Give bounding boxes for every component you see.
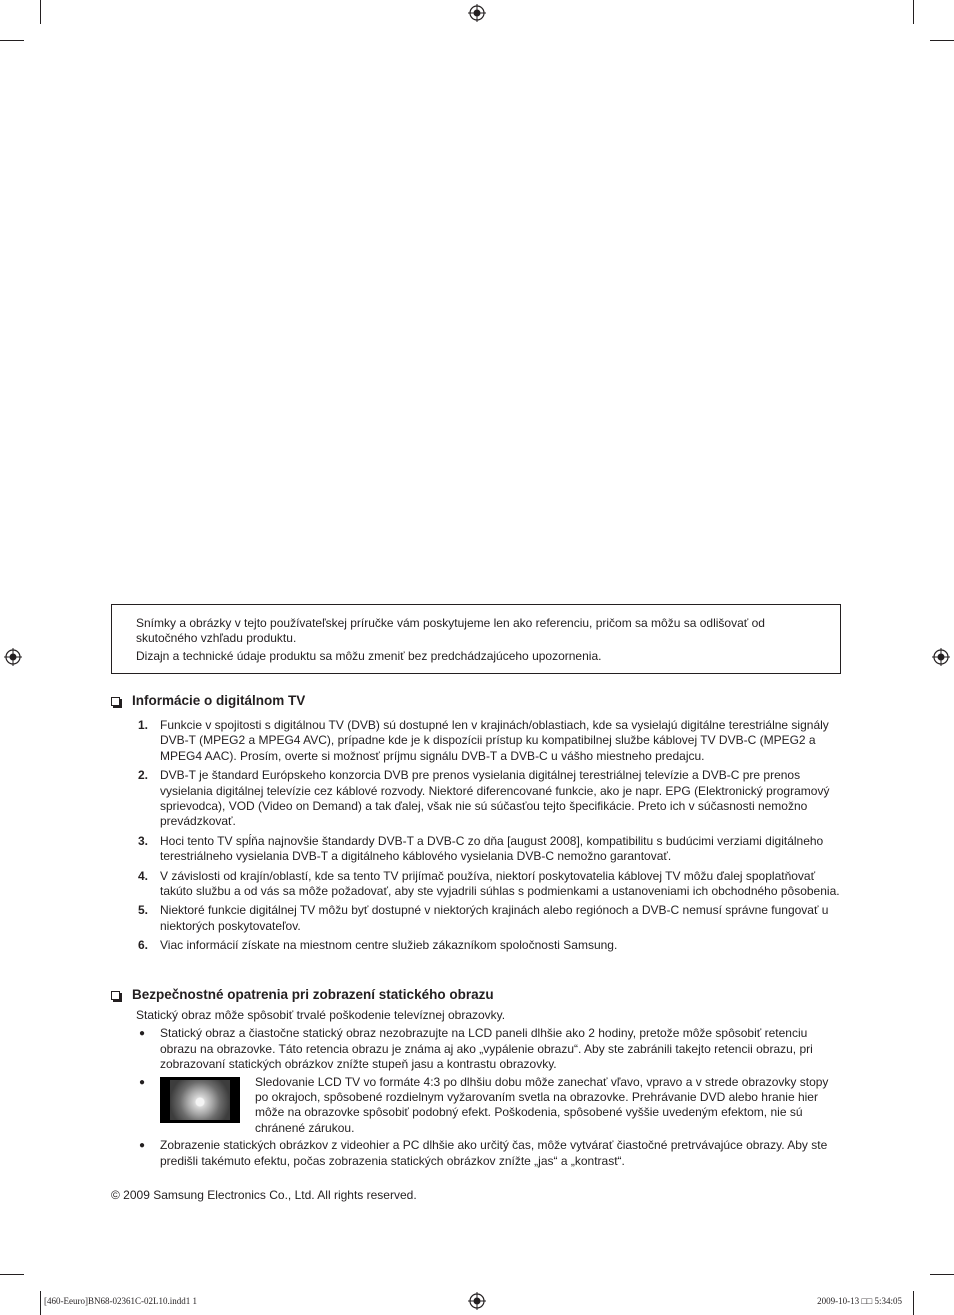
list-item	[111, 834, 843, 865]
crop-mark	[0, 1274, 24, 1275]
tv-flower-image	[160, 1077, 240, 1123]
digital-tv-section	[111, 692, 843, 954]
image-item	[160, 1075, 843, 1137]
item-number: 6.	[138, 938, 149, 953]
section-title: Bezpečnostné opatrenia pri zobrazení statického obrazu	[132, 987, 494, 1002]
list-item	[111, 903, 843, 934]
registration-mark-icon	[932, 648, 950, 666]
item-text: DVB-T je štandard Európskeho konzorcia DVB pre prenos vysielania digitálnej terestriálnej televízie a DVB-C pre prenos vysielania digitálnej televízie cez káblové rozvody. Niektoré diferencované funkcie, ako je napr. EPG (Elektronický programový sprievodca), VOD (Video on Demand) a tak ďalej, však nie sú súčasťou tejto špecifikácie. Preto ich v súčasnosti nemožno prevádzkovať.	[160, 768, 830, 829]
item-number: 1.	[138, 718, 149, 732]
section-heading	[111, 986, 843, 1004]
crop-mark	[40, 1291, 41, 1315]
crop-mark	[930, 1274, 954, 1275]
disclaimer-line: Snímky a obrázky v tejto používateľskej príručke vám poskytujeme len ako referenciu, pričom sa môžu sa odlišovať od skutočného vzhľadu produktu.	[136, 616, 765, 645]
item-text: Viac informácií získate na miestnom centre služieb zákazníkom spoločnosti Samsung.	[160, 938, 618, 953]
disclaimer-line: Dizajn a technické údaje produktu sa môžu zmeniť bez predchádzajúceho upozornenia.	[136, 649, 602, 663]
crop-mark	[40, 0, 41, 24]
crop-mark	[913, 0, 914, 24]
crop-mark	[913, 1291, 914, 1315]
numbered-list	[111, 718, 843, 954]
section-intro: Statický obraz môže spôsobiť trvalé poškodenie televíznej obrazovky.	[136, 1008, 506, 1022]
checkbox-bullet-icon	[111, 697, 120, 706]
section-title: Informácie o digitálnom TV	[132, 693, 306, 708]
item-text: Zobrazenie statických obrázkov z videohier a PC dlhšie ako určitý čas, môže vytvárať čiastočné pretrvávajúce obrazy. Aby ste predišli takémuto efektu, počas zobrazenia statických obrázkov znížte „jas“ a „kontrast“.	[160, 1138, 828, 1168]
item-number: 3.	[138, 833, 149, 848]
list-item	[111, 1138, 843, 1169]
item-text: Sledovanie LCD TV vo formáte 4:3 po dlhšiu dobu môže zanechať vľavo, vpravo a v strede obrazovky stopy po okrajoch, spôsobené rozdielnym vyžarovaním svetla na obrazovke. Prehrávanie DVD alebo hranie hier môže na obrazovke spôsobiť podobný efekt. Poškodenia, spôsobené vyššie uvedeným efektom, nie sú chránené zárukou.	[255, 1074, 829, 1135]
list-item	[111, 768, 843, 830]
item-text: Statický obraz a čiastočne statický obraz nezobrazujte na LCD paneli dlhšie ako 2 hodiny, pretože môže spôsobiť retenciu obrazu na obrazovke. Táto retencia obrazu je známa aj ako „vypálenie obrazu“. Aby ste zabránili takejto retencii obrazu, pri zobrazovaní statických obrázkov znížte stupeň jasu a kontrastu obrazovky.	[160, 1026, 813, 1072]
item-number: 4.	[138, 868, 149, 883]
bullet-icon: ●	[139, 1028, 146, 1040]
item-text: Funkcie v spojitosti s digitálnou TV (DVB) sú dostupné len v krajinách/oblastiach, kde sa vysielajú digitálne terestriálne signály DVB-T (MPEG2 a MPEG4 AVC), prípadne kde je k dispozícii prístup ku kompatibilnej službe káblovej TV DVB-C (MPEG2 a MPEG4 AAC). Prosím, overte si možnosť príjmu signálu DVB-T a DVB-C u vášho miestneho predajcu.	[160, 718, 829, 763]
list-item	[111, 1026, 843, 1072]
section-heading	[111, 692, 843, 710]
crop-mark	[930, 40, 954, 41]
item-text: Niektoré funkcie digitálnej TV môžu byť dostupné v niektorých krajinách alebo regiónoch a DVB-C nemusí správne fungovať u niektorých poskytovateľov.	[160, 903, 829, 933]
static-image-section	[111, 986, 843, 1169]
checkbox-bullet-icon	[111, 991, 120, 1000]
list-item	[111, 1075, 843, 1137]
registration-mark-icon	[4, 648, 22, 666]
item-number: 5.	[138, 903, 149, 918]
list-item	[111, 938, 843, 953]
copyright-text: © 2009 Samsung Electronics Co., Ltd. All rights reserved.	[111, 1188, 417, 1202]
registration-mark-icon	[468, 1292, 486, 1310]
bullet-list	[111, 1026, 843, 1169]
bullet-icon: ●	[139, 1076, 146, 1088]
list-item	[111, 718, 843, 764]
print-slug-datetime: 2009-10-13 □□ 5:34:05	[817, 1296, 902, 1306]
tv-screen	[170, 1080, 230, 1120]
item-text: V závislosti od krajín/oblastí, kde sa tento TV prijímač používa, niektorí poskytovatelia káblovej TV môžu ďalej spoplatňovať takúto službu a od vás sa môže požadovať, aby ste vyjadrili súhlas s podmienkami a ustanoveniami ich obchodného pôsobenia.	[160, 868, 840, 899]
disclaimer-box	[111, 604, 841, 674]
item-text: Hoci tento TV spĺňa najnovšie štandardy DVB-T a DVB-C zo dňa [august 2008], kompatibilitu s budúcimi verziami digitálneho terestriálneho vysielania DVB-T a digitálneho káblového vysielania DVB-C nemožno garantovať.	[160, 833, 824, 864]
crop-mark	[0, 40, 24, 41]
item-number: 2.	[138, 768, 149, 783]
print-slug-file: [460-Eeuro]BN68-02361C-02L10.indd1 1	[44, 1296, 197, 1306]
registration-mark-icon	[468, 4, 486, 22]
bullet-icon: ●	[139, 1140, 146, 1152]
list-item	[111, 869, 843, 900]
